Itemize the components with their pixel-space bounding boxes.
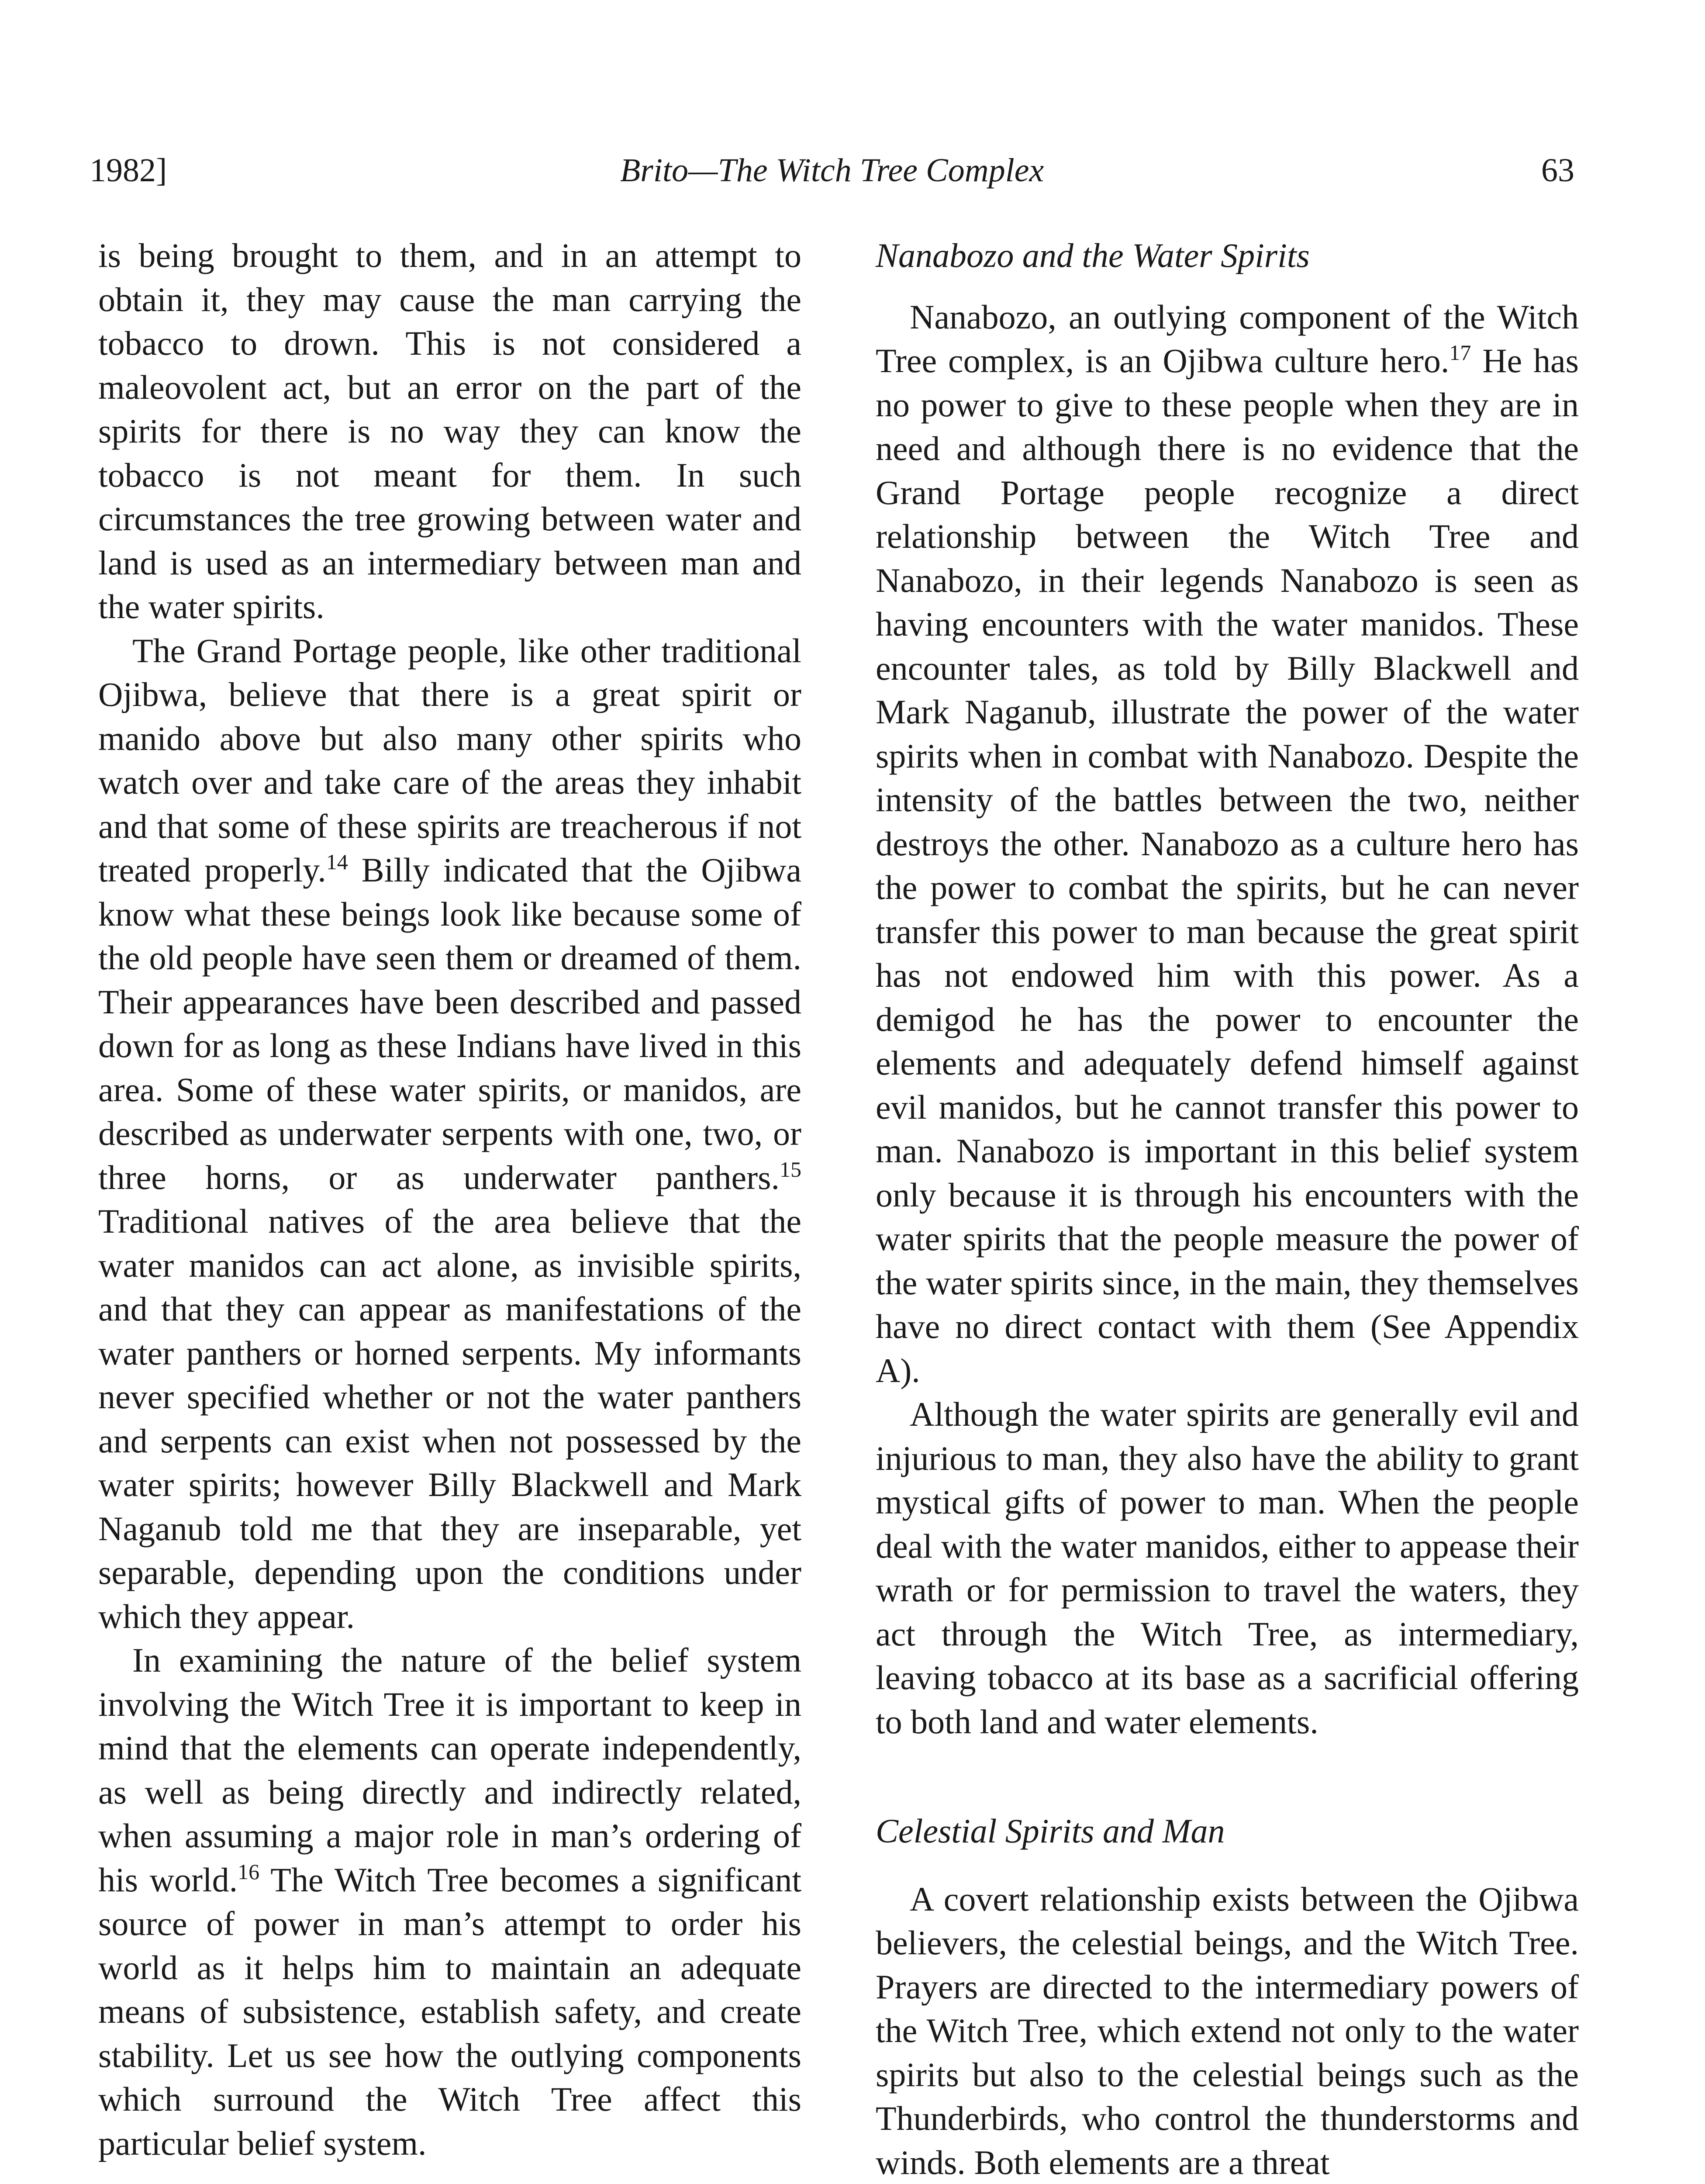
paragraph-text: A covert relationship exists between the Ojibwa believers, the celestial beings, and the Witch Tree. Prayers are directed to the intermediary powers of the Witch Tree, which extend not only to the water spirits but also to the celestial beings such as the Thunderbirds, who control the thunderstorms and winds. Both elements are a threat	[876, 1880, 1579, 2181]
footnote-ref: 15	[780, 1157, 801, 1182]
paragraph	[876, 295, 1579, 1393]
paragraph-text: Nanabozo, an outlying component of the Witch Tree complex, is an Ojibwa culture hero.	[876, 297, 1579, 380]
paragraph-text: The Grand Portage people, like other traditional Ojibwa, believe that there is a great spirit or manido above but also many other spirits who watch over and take care of the areas they inhabit and that some of these spirits are treacherous if not treated properly.	[98, 631, 801, 889]
running-head-title: Brito—The Witch Tree Complex	[620, 152, 1044, 189]
running-head	[90, 144, 1574, 197]
left-column	[98, 234, 801, 2165]
footnote-ref: 17	[1449, 340, 1471, 365]
section-heading: Celestial Spirits and Man	[876, 1812, 1225, 1850]
paragraph-text: is being brought to them, and in an attempt to obtain it, they may cause the man carrying the tobacco to drown. This is not considered a maleovolent act, but an error on the part of the spirits for there is no way they can know the tobacco is not meant for them. In such circumstances the tree growing between water and land is used as an intermediary between man and the water spirits.	[98, 236, 801, 625]
paragraph-text: Billy indicated that the Ojibwa know what these beings look like because some of the old people have seen them or dreamed of them. Their appearances have been described and passed down for as long as these Indians have lived in this area. Some of these water spirits, or manidos, are described as underwater serpents with one, two, or three horns, or as underwater panthers.	[98, 851, 801, 1196]
paragraph-text: The Witch Tree becomes a significant source of power in man’s attempt to order his world as it helps him to maintain an adequate means of subsistence, establish safety, and create stability. Let us see how the outlying components which surround the Witch Tree affect this particular belief system.	[98, 1860, 802, 2162]
running-head-year: 1982]	[90, 152, 167, 189]
paragraph-text: Traditional natives of the area believe that the water manidos can act alone, as invisible spirits, and that they can appear as manifestations of the water panthers or horned serpents. My informants never specified whether or not the water panthers and serpents can exist when not possessed by the water spirits; however Billy Blackwell and Mark Naganub told me that they are inseparable, yet separable, depending upon the conditions under which they appear.	[98, 1202, 801, 1635]
paragraph	[876, 1393, 1579, 1744]
paragraph	[98, 234, 801, 629]
footnote-ref: 14	[326, 850, 348, 874]
page-number: 63	[1541, 152, 1574, 189]
paragraph-text: In examining the nature of the belief system involving the Witch Tree it is important to keep in mind that the elements can operate independently, as well as being directly and indirectly related, when assuming a major role in man’s ordering of his world.	[98, 1641, 801, 1899]
section-heading: Nanabozo and the Water Spirits	[876, 236, 1310, 274]
paragraph	[98, 629, 801, 1639]
paragraph	[98, 1638, 801, 2165]
footnote-ref: 16	[238, 1859, 260, 1884]
paragraph	[876, 1877, 1579, 2184]
right-column	[876, 234, 1579, 2184]
paragraph-text: Although the water spirits are generally evil and injurious to man, they also have the ability to grant mystical gifts of power to man. When the people deal with the water manidos, either to appease their wrath or for permission to travel the waters, they act through the Witch Tree, as intermediary, leaving tobacco at its base as a sacrificial offering to both land and water elements.	[876, 1395, 1579, 1741]
paragraph-text: He has no power to give to these people when they are in need and although there is no evidence that the Grand Portage people recognize a direct relationship between the Witch Tree and Nanabozo, in their legends Nanabozo is seen as having encounters with the water manidos. These encounter tales, as told by Billy Blackwell and Mark Naganub, illustrate the power of the water spirits when in combat with Nanabozo. Despite the intensity of the battles between the two, neither destroys the other. Nanabozo as a culture hero has the power to combat the spirits, but he can never transfer this power to man because the great spirit has not endowed him with this power. As a demigod he has the power to encounter the elements and adequately defend himself against evil manidos, but he cannot transfer this power to man. Nanabozo is important in this belief system only because it is through his encounters with the water spirits that the people measure the power of the water spirits since, in the main, they themselves have no direct contact with them (See Appendix A).	[876, 342, 1579, 1389]
